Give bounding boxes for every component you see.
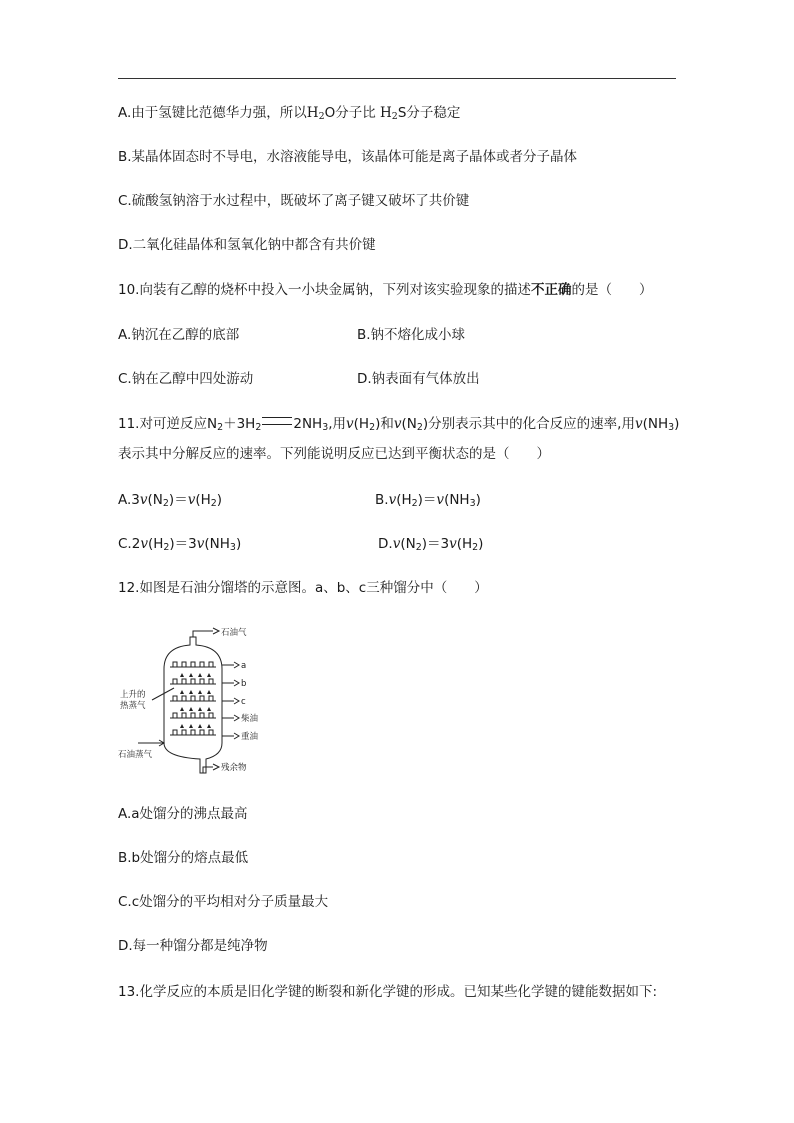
label-petroleum-gas: 石油气 (221, 628, 247, 638)
q9-option-a: A.由于氢键比范德华力强，所以$H_2O$分子比 $H_2S$分子稳定 (118, 105, 461, 122)
label-rising-vapor-line1: 上升的 (120, 690, 146, 700)
q10-emphasis: 不正确 (530, 282, 572, 298)
top-arrow (213, 628, 219, 634)
label-a: a (241, 661, 247, 671)
q9-option-c: C.硫酸氢钠溶于水过程中，既破坏了离子键又破坏了共价键 (118, 193, 470, 209)
residue-pipe (203, 767, 213, 773)
outlet-heavy-arrow (234, 733, 239, 739)
q9-option-d: D.二氧化硅晶体和氢氧化钠中都含有共价键 (118, 237, 376, 253)
outlet-c-arrow (234, 698, 239, 704)
tray-row-4 (170, 713, 216, 718)
q10-stem: 10.向装有乙醇的烧杯中投入一小块金属钠，下列对该实验现象的描述不正确的是（ ） (118, 282, 653, 298)
q13-stem: 13.化学反应的本质是旧化学键的断裂和新化学键的形成。已知某些化学键的键能数据如下: (118, 984, 658, 1000)
tray-row-1 (170, 662, 216, 667)
header-rule (118, 78, 676, 79)
q10-option-c: C.钠在乙醇中四处游动 (118, 371, 254, 387)
outlet-b-arrow (234, 680, 239, 686)
reversible-arrow (262, 417, 292, 425)
q12-option-a: A.a处馏分的沸点最高 (118, 806, 248, 822)
label-feed: 石油蒸气 (118, 750, 153, 760)
label-heavy-oil: 重油 (241, 732, 259, 742)
q11-option-d: $D.v(N_2)=3v(H_2)$ (378, 536, 484, 553)
q11-option-b: $B.v(H_2)=v(NH_3)$ (375, 492, 481, 509)
q12-option-b: B.b处馏分的熔点最低 (118, 850, 249, 866)
distillation-tower-diagram (118, 625, 278, 775)
q12-stem: 12.如图是石油分馏塔的示意图。a、b、c三种馏分中（ ） (118, 580, 488, 596)
outlet-a-arrow (234, 662, 239, 668)
tray-row-5 (170, 730, 216, 735)
q11-option-a: $A.3v(N_2)=v(H_2)$ (118, 492, 223, 509)
q10-option-d: D.钠表面有气体放出 (357, 371, 480, 387)
label-rising-vapor-line2: 热蒸气 (120, 701, 146, 711)
rising-vapor-pointer (152, 688, 174, 700)
label-residue: 残余物 (221, 763, 247, 773)
outlet-diesel-arrow (234, 715, 239, 721)
q12-option-d: D.每一种馏分都是纯净物 (118, 938, 268, 954)
residue-arrow (213, 764, 219, 770)
label-c: c (241, 697, 246, 707)
label-b: b (241, 679, 247, 689)
q11-option-c: $C.2v(H_2)=3v(NH_3)$ (118, 536, 242, 553)
q11-stem-line1: 11.对可逆反应$N_2+3H_2$ $2NH_3$,用$v(H_2)$和$v(N_2)$分别表示其中的化合反应的速率,用$v(NH_3)$ (118, 416, 680, 433)
q12-option-c: C.c处馏分的平均相对分子质量最大 (118, 894, 329, 910)
q11-stem-line2: 表示其中分解反应的速率。下列能说明反应已达到平衡状态的是（ ） (118, 446, 550, 462)
q10-option-a: A.钠沉在乙醇的底部 (118, 327, 240, 343)
label-diesel: 柴油 (241, 714, 259, 724)
tray-row-3 (170, 696, 216, 701)
tray-row-2 (170, 679, 216, 684)
tower-body (164, 637, 222, 773)
q9-option-b: B.某晶体固态时不导电，水溶液能导电，该晶体可能是离子晶体或者分子晶体 (118, 149, 578, 165)
top-outlet-pipe (193, 631, 213, 637)
q10-option-b: B.钠不熔化成小球 (357, 327, 466, 343)
